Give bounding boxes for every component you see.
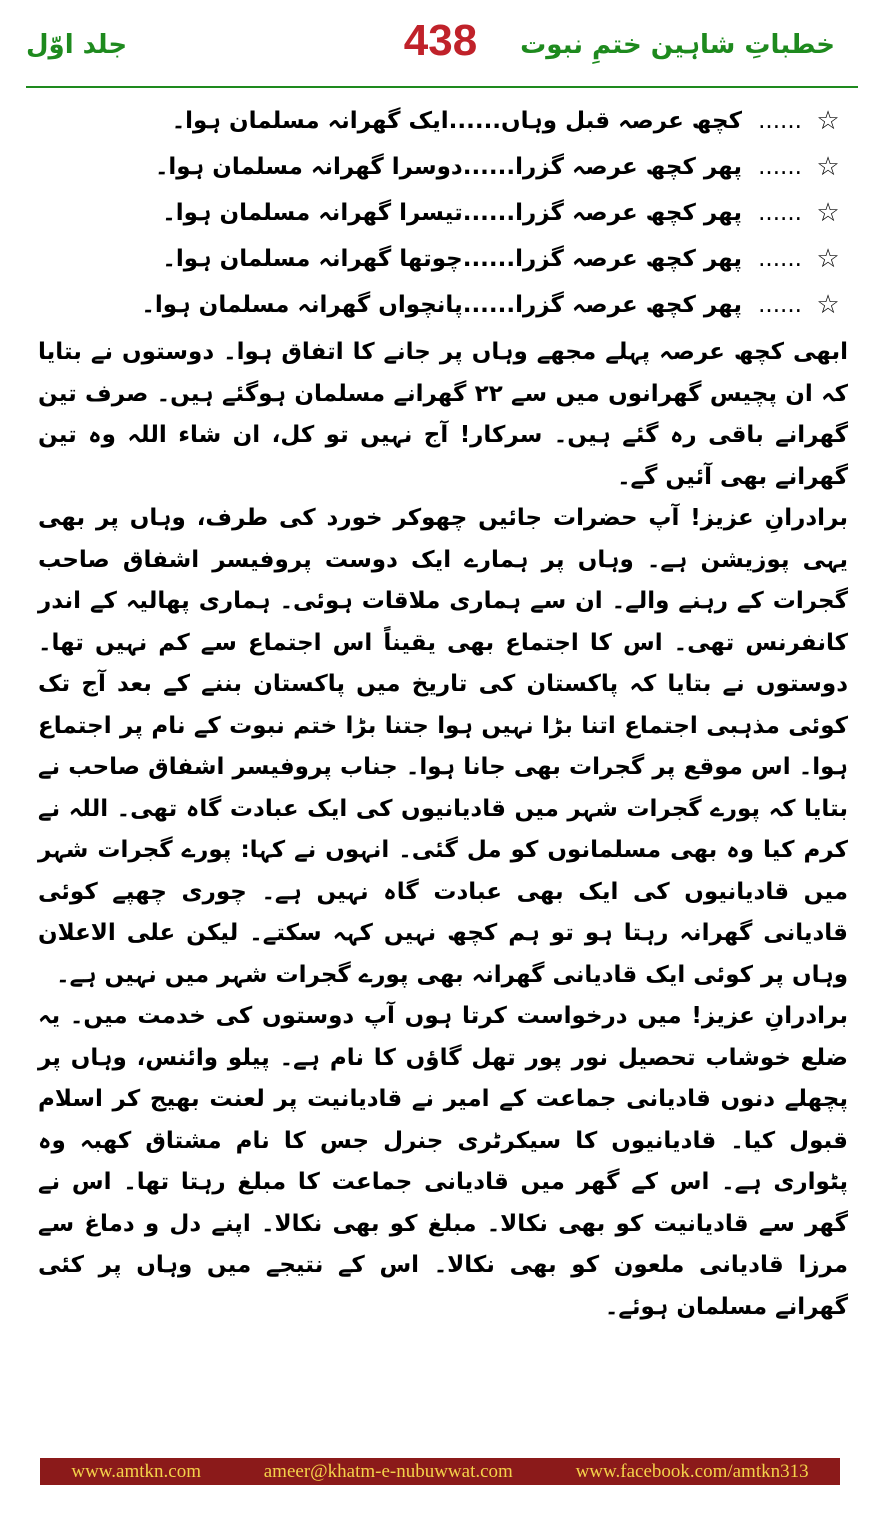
paragraph: ابھی کچھ عرصہ پہلے مجھے وہاں پر جانے کا اتفاق ہوا۔ دوستوں نے بتایا کہ ان پچیس گھرانوں میں سے ۲۲ گھرانے مسلمان ہوگئے ہیں۔ صرف تین گھرانے باقی رہ گئے ہیں۔ سرکار! آج نہیں تو کل، ان شاء اللہ وہ تین گھرانے بھی آئیں گے۔: [38, 339, 848, 490]
list-item-text: پھر کچھ عرصہ گزرا......تیسرا گھرانہ مسلمان ہوا۔: [162, 200, 742, 226]
list-item: [38, 236, 848, 282]
page-header: [0, 0, 881, 90]
footer-email-link[interactable]: ameer@khatm-e-nubuwwat.com: [263, 1460, 513, 1482]
list-item-text: پھر کچھ عرصہ گزرا......چوتھا گھرانہ مسلمان ہوا۔: [162, 246, 742, 272]
list-item-dots: ......: [758, 108, 802, 134]
paragraph: برادرانِ عزیز! میں درخواست کرتا ہوں آپ دوستوں کی خدمت میں۔ یہ ضلع خوشاب تحصیل نور پور تھل گاؤں کا نام ہے۔ پیلو وائنس، وہاں پر پچھلے دنوں قادیانی جماعت کے امیر نے قادیانیت پر لعنت بھیج کر اسلام قبول کیا۔ قادیانیوں کا سیکرٹری جنرل جس کا نام مشتاق کھبہ وہ پٹواری ہے۔ اس کے گھر میں قادیانی جماعت کا مبلغ رہتا تھا۔ اس نے گھر سے قادیانیت کو بھی نکالا۔ مبلغ کو بھی نکالا۔ اپنے دل و دماغ سے مرزا قادیانی ملعون کو بھی نکالا۔ اس کے نتیجے میں وہاں پر کئی گھرانے مسلمان ہوئے۔: [38, 1003, 848, 1320]
star-icon: ☆: [816, 106, 840, 136]
star-icon: ☆: [816, 152, 840, 182]
star-icon: ☆: [816, 244, 840, 274]
list-item-dots: ......: [758, 246, 802, 272]
book-title: خطباتِ شاہین ختمِ نبوت: [520, 30, 835, 60]
star-icon: ☆: [816, 290, 840, 320]
footer-bar: [40, 1458, 840, 1485]
list-item: [38, 144, 848, 190]
footer-website-link[interactable]: www.amtkn.com: [71, 1460, 201, 1482]
paragraph: برادرانِ عزیز! آپ حضرات جائیں چھوکر خورد کی طرف، وہاں پر بھی یہی پوزیشن ہے۔ وہاں پر ہمارے ایک دوست پروفیسر اشفاق صاحب گجرات کے رہنے والے۔ ان سے ہماری ملاقات ہوئی۔ ہماری پھالیہ کے اندر کانفرنس تھی۔ اس کا اجتماع بھی یقیناً اس اجتماع سے کم نہیں تھا۔ دوستوں نے بتایا کہ پاکستان کی تاریخ میں پاکستان بننے کے بعد آج تک کوئی مذہبی اجتماع اتنا بڑا نہیں ہوا جتنا بڑا ختم نبوت کے نام پر اجتماع ہوا۔ اس موقع پر گجرات بھی جانا ہوا۔ جناب پروفیسر اشفاق صاحب نے بتایا کہ پورے گجرات شہر میں قادیانیوں کی ایک عبادت گاہ تھی۔ اللہ نے کرم کیا وہ بھی مسلمانوں کو مل گئی۔ انہوں نے کہا: پورے گجرات شہر میں قادیانیوں کی ایک بھی عبادت گاہ نہیں ہے۔ چوری چھپے کوئی قادیانی گھرانہ رہتا ہو تو ہم کچھ نہیں کہہ سکتے۔ لیکن علی الاعلان وہاں پر کوئی ایک قادیانی گھرانہ بھی پورے گجرات شہر میں نہیں ہے۔: [38, 505, 848, 988]
list-item-text: پھر کچھ عرصہ گزرا......پانچواں گھرانہ مسلمان ہوا۔: [141, 292, 742, 318]
list-item-dots: ......: [758, 154, 802, 180]
page-number: 438: [403, 16, 478, 65]
page-body: [38, 98, 848, 1328]
list-item-dots: ......: [758, 292, 802, 318]
list-item: [38, 98, 848, 144]
list-item-text: کچھ عرصہ قبل وہاں......ایک گھرانہ مسلمان ہوا۔: [171, 108, 742, 134]
list-item: [38, 190, 848, 236]
star-icon: ☆: [816, 198, 840, 228]
footer-facebook-link[interactable]: www.facebook.com/amtkn313: [575, 1460, 809, 1482]
list-item-dots: ......: [758, 200, 802, 226]
list-item-text: پھر کچھ عرصہ گزرا......دوسرا گھرانہ مسلمان ہوا۔: [154, 154, 742, 180]
volume-label: جلد اوّل: [26, 30, 128, 60]
header-divider: [26, 86, 858, 88]
list-item: [38, 282, 848, 328]
